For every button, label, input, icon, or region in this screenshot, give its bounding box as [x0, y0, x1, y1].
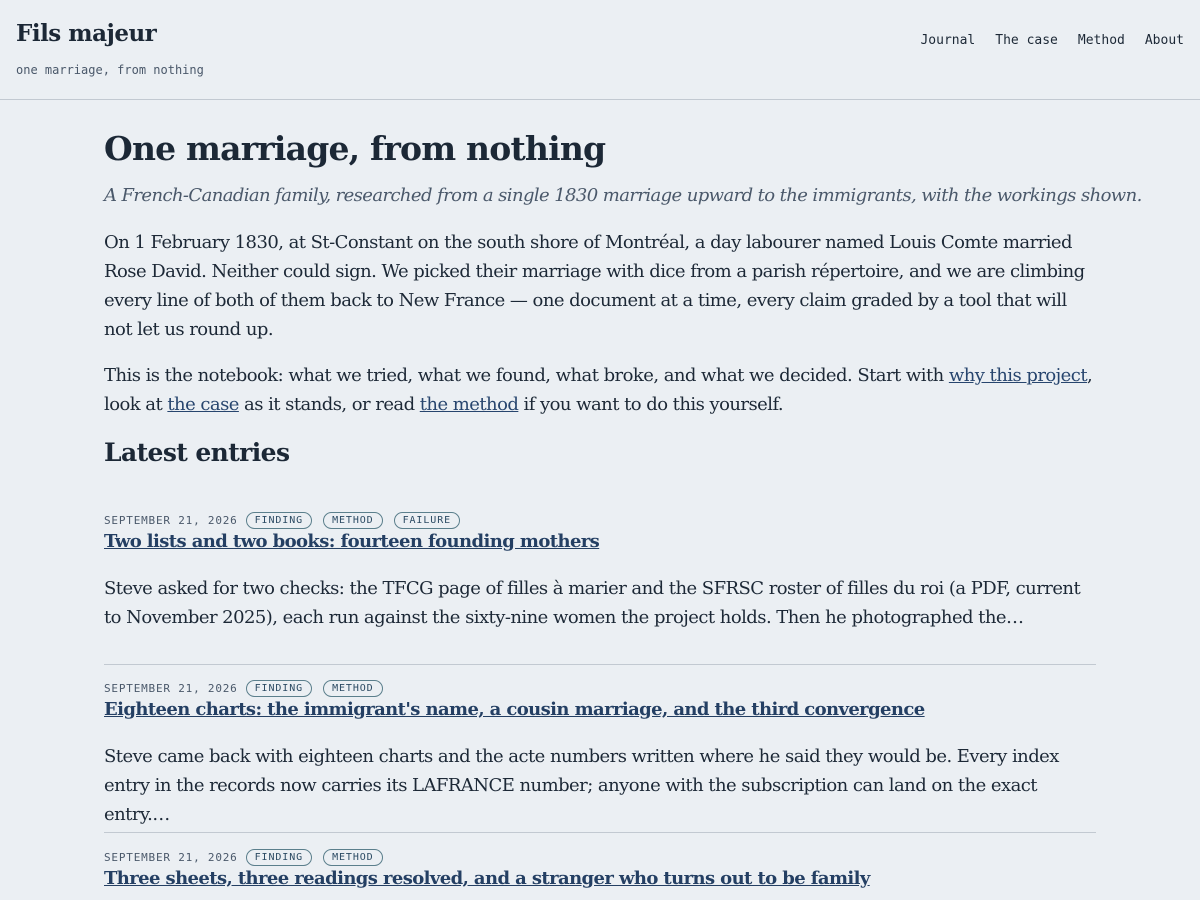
tag-method[interactable]: METHOD	[323, 680, 383, 697]
nav-method[interactable]: Method	[1077, 33, 1125, 48]
nav-about[interactable]: About	[1144, 33, 1184, 48]
intro-text: , look at	[104, 365, 1093, 415]
the-method-link[interactable]: the method	[419, 394, 519, 415]
entry-date: SEPTEMBER 21, 2026	[104, 851, 238, 864]
intro-text: This is the notebook: what we tried, what we found, what broke, and what we decided. Start with	[104, 365, 949, 386]
entry-excerpt: Steve asked for two checks: the TFCG page of filles à marier and the SFRSC roster of filles du roi (a PDF, current to November 2025), each run against the sixty-nine women the project holds. Then he photographed the…	[104, 578, 1081, 628]
tag-method[interactable]: METHOD	[323, 512, 383, 529]
site-nav	[920, 33, 1184, 48]
page-title: One marriage, from nothing	[104, 129, 606, 168]
tag-method[interactable]: METHOD	[323, 849, 383, 866]
page-subtitle: A French-Canadian family, researched from a single 1830 marriage upward to the immigrants, with the workings shown.	[104, 185, 1142, 206]
the-case-link[interactable]: the case	[167, 394, 239, 415]
entry-meta	[104, 512, 460, 529]
entry-meta	[104, 849, 383, 866]
intro-paragraph: On 1 February 1830, at St-Constant on the south shore of Montréal, a day labourer named Louis Comte married Rose David. Neither could sign. We picked their marriage with dice from a parish répertoire, and we are climbing every line of both of them back to New France — one document at a time, every claim graded by a tool that will not let us round up.	[104, 232, 1085, 340]
tag-finding[interactable]: FINDING	[246, 849, 312, 866]
entry-divider	[104, 664, 1096, 665]
intro-paragraph-links	[104, 361, 1096, 419]
entry-date: SEPTEMBER 21, 2026	[104, 514, 238, 527]
nav-journal[interactable]: Journal	[920, 33, 976, 48]
why-this-project-link[interactable]: why this project	[948, 365, 1088, 386]
intro-text: as it stands, or read	[238, 394, 420, 415]
tag-finding[interactable]: FINDING	[246, 512, 312, 529]
site-header	[0, 0, 1200, 100]
entry-title-link[interactable]: Three sheets, three readings resolved, and a stranger who turns out to be family	[104, 868, 870, 889]
site-title[interactable]: Fils majeur	[16, 20, 157, 47]
entry-divider	[104, 832, 1096, 833]
latest-entries-heading: Latest entries	[104, 438, 290, 467]
entry-date: SEPTEMBER 21, 2026	[104, 682, 238, 695]
nav-the-case[interactable]: The case	[995, 33, 1058, 48]
entry-title-link[interactable]: Eighteen charts: the immigrant's name, a cousin marriage, and the third convergence	[104, 699, 925, 720]
tag-finding[interactable]: FINDING	[246, 680, 312, 697]
entry-title-link[interactable]: Two lists and two books: fourteen founding mothers	[104, 531, 600, 552]
intro-text: if you want to do this yourself.	[518, 394, 784, 415]
entry-meta	[104, 680, 383, 697]
tag-failure[interactable]: FAILURE	[394, 512, 460, 529]
entry-excerpt: Steve came back with eighteen charts and the acte numbers written where he said they would be. Every index entry in the records now carries its LAFRANCE number; anyone with the subscription can land on the exact entry.…	[104, 746, 1059, 825]
site-tagline: one marriage, from nothing	[16, 63, 204, 77]
